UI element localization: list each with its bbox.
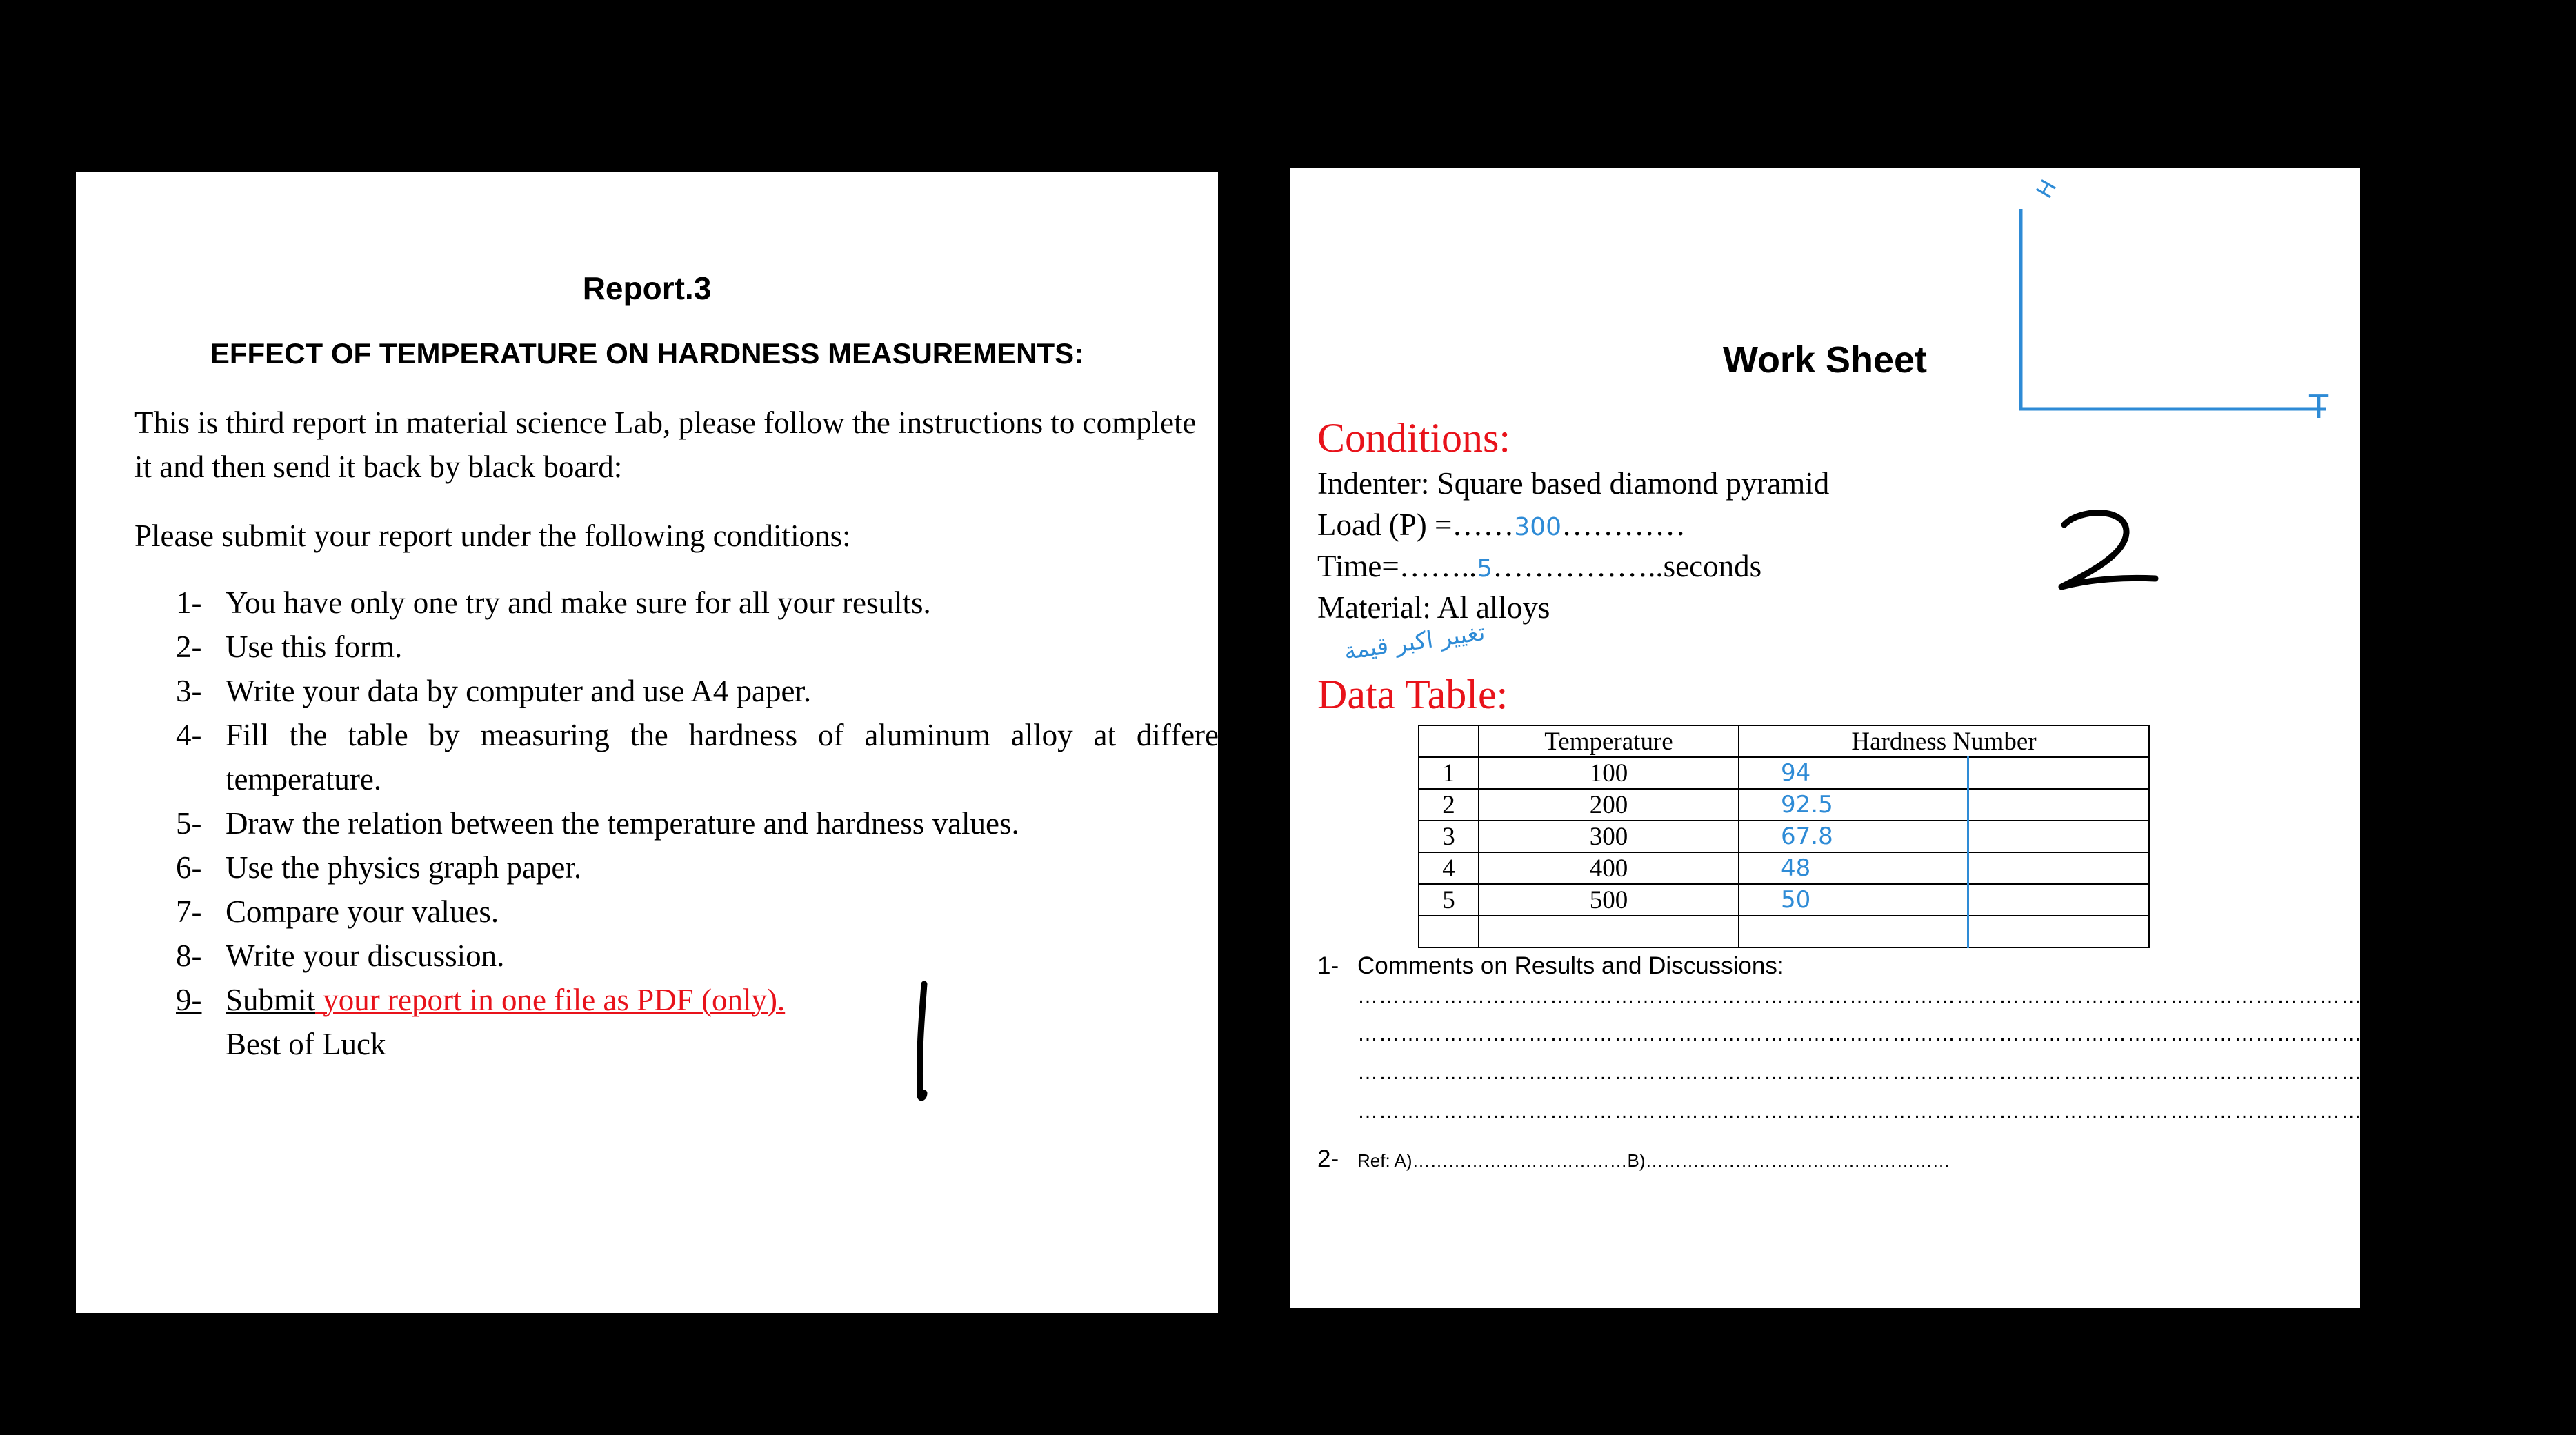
table-row: 4 400 48	[1419, 852, 2149, 884]
table-row: 2 200 92.5	[1419, 789, 2149, 821]
comment-line: ………………………………………………………………………………………………………………………………………………………	[1357, 1061, 2576, 1084]
instructions-list	[176, 581, 1279, 1066]
report-page	[76, 172, 1218, 1313]
list-item: 5- Draw the relation between the temperature and hardness values.	[176, 806, 1019, 841]
conditions-intro: Please submit your report under the following conditions:	[134, 519, 851, 553]
list-item: 8- Write your discussion.	[176, 939, 505, 973]
worksheet-title: Work Sheet	[1722, 339, 1928, 381]
table-row: 1 100 94	[1419, 757, 2149, 789]
time-line: Time=……..5……………..seconds	[1317, 549, 1762, 583]
list-item: 6- Use the physics graph paper.	[176, 850, 582, 885]
comment-line: ………………………………………………………………………………………………………………………………………………………	[1357, 1023, 2576, 1045]
axis-y-label: H	[2030, 175, 2062, 203]
list-item: 3- Write your data by computer and use A4 paper.	[176, 674, 812, 708]
list-item: 1- You have only one try and make sure for all your results.	[176, 585, 931, 620]
conditions-heading: Conditions:	[1317, 415, 1511, 461]
report-title: Report.3	[582, 270, 712, 306]
list-item: 9- Submit your report in one file as PDF (only).	[176, 983, 786, 1017]
load-value: 300	[1514, 513, 1562, 541]
list-item: 2- Use this form.	[176, 630, 403, 664]
axis-x-label: T	[2309, 388, 2329, 425]
column-header-hardness: Hardness Number	[1739, 725, 2149, 757]
report-intro: This is third report in material science Lab, please follow the instructions to complete it and then send it back by black board:	[134, 405, 1197, 484]
references-line: 2- Ref: A)………………………………B)……………………………………………	[1317, 1145, 1950, 1172]
worksheet-page	[1290, 168, 2576, 1308]
indenter-line: Indenter: Square based diamond pyramid	[1317, 466, 1830, 501]
data-table-heading: Data Table:	[1317, 672, 1508, 717]
comment-line: ………………………………………………………………………………………………………………………………………………………	[1357, 985, 2576, 1007]
comment-line: ………………………………………………………………………………………………………………………………………………………	[1357, 1100, 2576, 1123]
list-item: 7- Compare your values.	[176, 894, 499, 929]
handwritten-one	[903, 979, 945, 1103]
table-row: 5 500 50	[1419, 884, 2149, 916]
arabic-handwritten-note: تغيير اكبر قيمة	[1342, 618, 1487, 666]
load-line: Load (P) =……300…………	[1317, 508, 1686, 542]
table-row	[1419, 916, 2149, 947]
hand-drawn-axes	[2007, 168, 2352, 430]
time-value: 5	[1477, 554, 1493, 583]
comments-label: 1- Comments on Results and Discussions:	[1317, 952, 1784, 979]
data-table	[1418, 725, 2150, 948]
report-subtitle: EFFECT OF TEMPERATURE ON HARDNESS MEASUREMENTS:	[210, 337, 1084, 370]
table-header-row	[1419, 725, 2149, 757]
closing-text: Best of Luck	[226, 1027, 386, 1061]
handwritten-two	[2052, 505, 2162, 595]
column-header-temperature: Temperature	[1479, 725, 1739, 757]
list-item: 4- Fill the table by measuring the hardness of aluminum alloy at differe temperature.	[176, 718, 1219, 796]
material-line: Material: Al alloys	[1317, 590, 1550, 625]
table-row: 3 300 67.8	[1419, 821, 2149, 852]
